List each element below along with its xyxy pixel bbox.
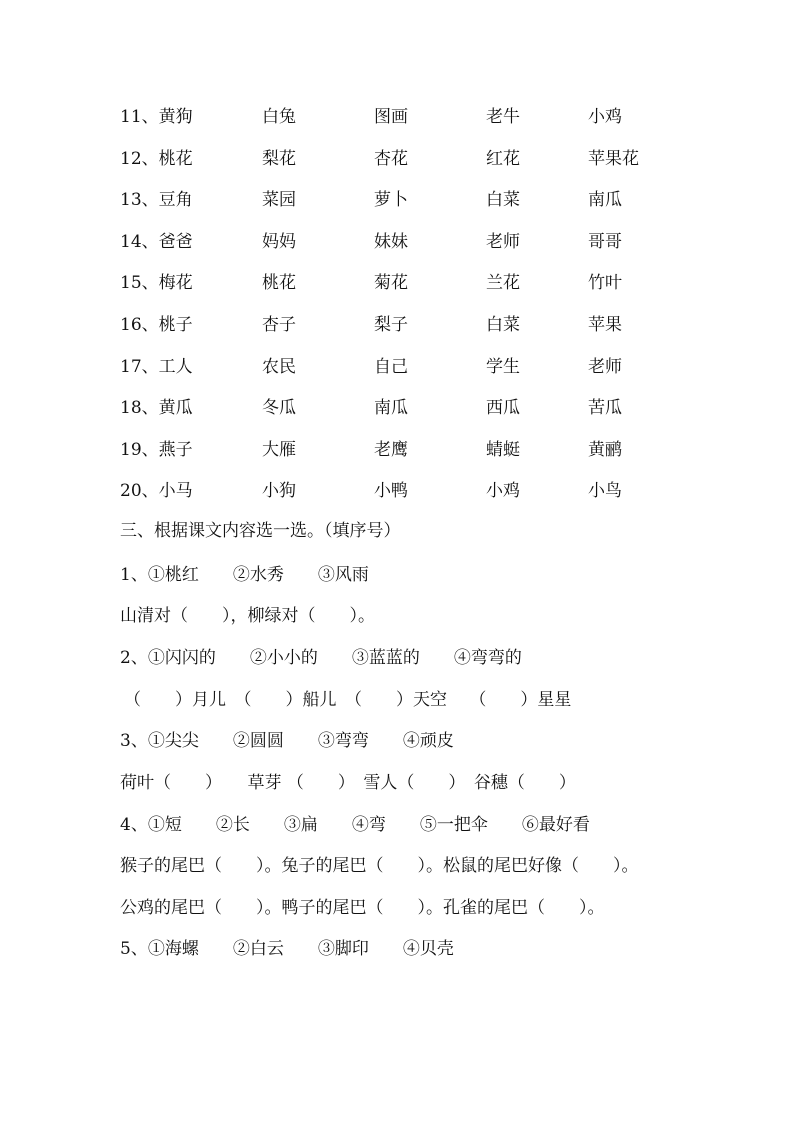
word-row-12-first: 12、桃花 [120, 148, 193, 169]
word-cell: 小鸭 [374, 481, 408, 502]
question-2-options: 2、①闪闪的 ②小小的 ③蓝蓝的 ④弯弯的 [120, 648, 522, 668]
word-row-16-first: 16、桃子 [120, 315, 193, 335]
question-3-options: 3、①尖尖 ②圆圆 ③弯弯 ④顽皮 [120, 731, 454, 751]
word-cell: 图画 [374, 107, 408, 127]
word-cell: 小鸟 [588, 481, 622, 502]
word-cell: 白菜 [486, 190, 520, 211]
word-row-13-first: 13、豆角 [120, 190, 193, 211]
word-cell: 杏花 [374, 148, 408, 169]
word-cell: 学生 [486, 356, 520, 377]
word-row-19-first: 19、燕子 [120, 439, 193, 460]
word-cell: 梨子 [374, 315, 408, 335]
word-cell: 冬瓜 [262, 398, 296, 419]
question-1-options: 1、①桃红 ②水秀 ③风雨 [120, 565, 369, 585]
word-row-20-first: 20、小马 [120, 481, 193, 502]
word-cell: 小狗 [262, 481, 296, 502]
word-cell: 老鹰 [374, 439, 408, 460]
word-cell: 兰花 [486, 273, 520, 294]
word-cell: 红花 [486, 148, 520, 169]
word-cell: 哥哥 [588, 231, 622, 252]
word-cell: 菊花 [374, 273, 408, 294]
word-cell: 杏子 [262, 315, 296, 335]
word-cell: 菜园 [262, 190, 296, 211]
word-row-11-first: 11、黄狗 [120, 107, 193, 127]
word-row-14-first: 14、爸爸 [120, 231, 193, 252]
word-cell: 小鸡 [588, 107, 622, 127]
word-cell: 小鸡 [486, 481, 520, 502]
word-cell: 老师 [588, 356, 622, 377]
word-cell: 农民 [262, 356, 296, 377]
word-cell: 竹叶 [588, 273, 622, 294]
word-cell: 苹果花 [588, 148, 639, 169]
word-cell: 自己 [374, 356, 408, 377]
word-cell: 黄鹂 [588, 439, 622, 460]
word-cell: 妹妹 [374, 231, 408, 252]
word-cell: 老师 [486, 231, 520, 252]
question-2-blanks: （ ）月儿 （ ）船儿 （ ）天空 （ ）星星 [124, 690, 572, 710]
question-5-options: 5、①海螺 ②白云 ③脚印 ④贝壳 [120, 939, 454, 959]
word-cell: 蜻蜓 [486, 439, 520, 460]
question-3-blanks: 荷叶（ ） 草芽 （ ） 雪人（ ） 谷穗（ ） [120, 773, 576, 793]
question-4-blanks-line-1: 猴子的尾巴（ ）。兔子的尾巴（ ）。松鼠的尾巴好像（ ）。 [120, 856, 639, 876]
word-cell: 妈妈 [262, 231, 296, 252]
question-4-options: 4、①短 ②长 ③扁 ④弯 ⑤一把伞 ⑥最好看 [120, 815, 590, 835]
word-cell: 苹果 [588, 315, 622, 335]
word-cell: 苦瓜 [588, 398, 622, 419]
word-cell: 梨花 [262, 148, 296, 169]
question-1-blanks: 山清对（ ），柳绿对（ ）。 [120, 606, 375, 626]
word-cell: 南瓜 [374, 398, 408, 419]
word-cell: 萝卜 [374, 190, 408, 211]
section-heading: 三、根据课文内容选一选。（填序号） [120, 521, 401, 541]
word-cell: 大雁 [262, 439, 296, 460]
word-cell: 南瓜 [588, 190, 622, 211]
word-cell: 白兔 [262, 107, 296, 127]
word-cell: 老牛 [486, 107, 520, 127]
word-row-17-first: 17、工人 [120, 356, 193, 377]
word-row-18-first: 18、黄瓜 [120, 398, 193, 419]
word-cell: 西瓜 [486, 398, 520, 419]
question-4-blanks-line-2: 公鸡的尾巴（ ）。鸭子的尾巴（ ）。孔雀的尾巴（ ）。 [120, 898, 605, 918]
word-cell: 桃花 [262, 273, 296, 294]
word-cell: 白菜 [486, 315, 520, 335]
word-row-15-first: 15、梅花 [120, 273, 193, 294]
